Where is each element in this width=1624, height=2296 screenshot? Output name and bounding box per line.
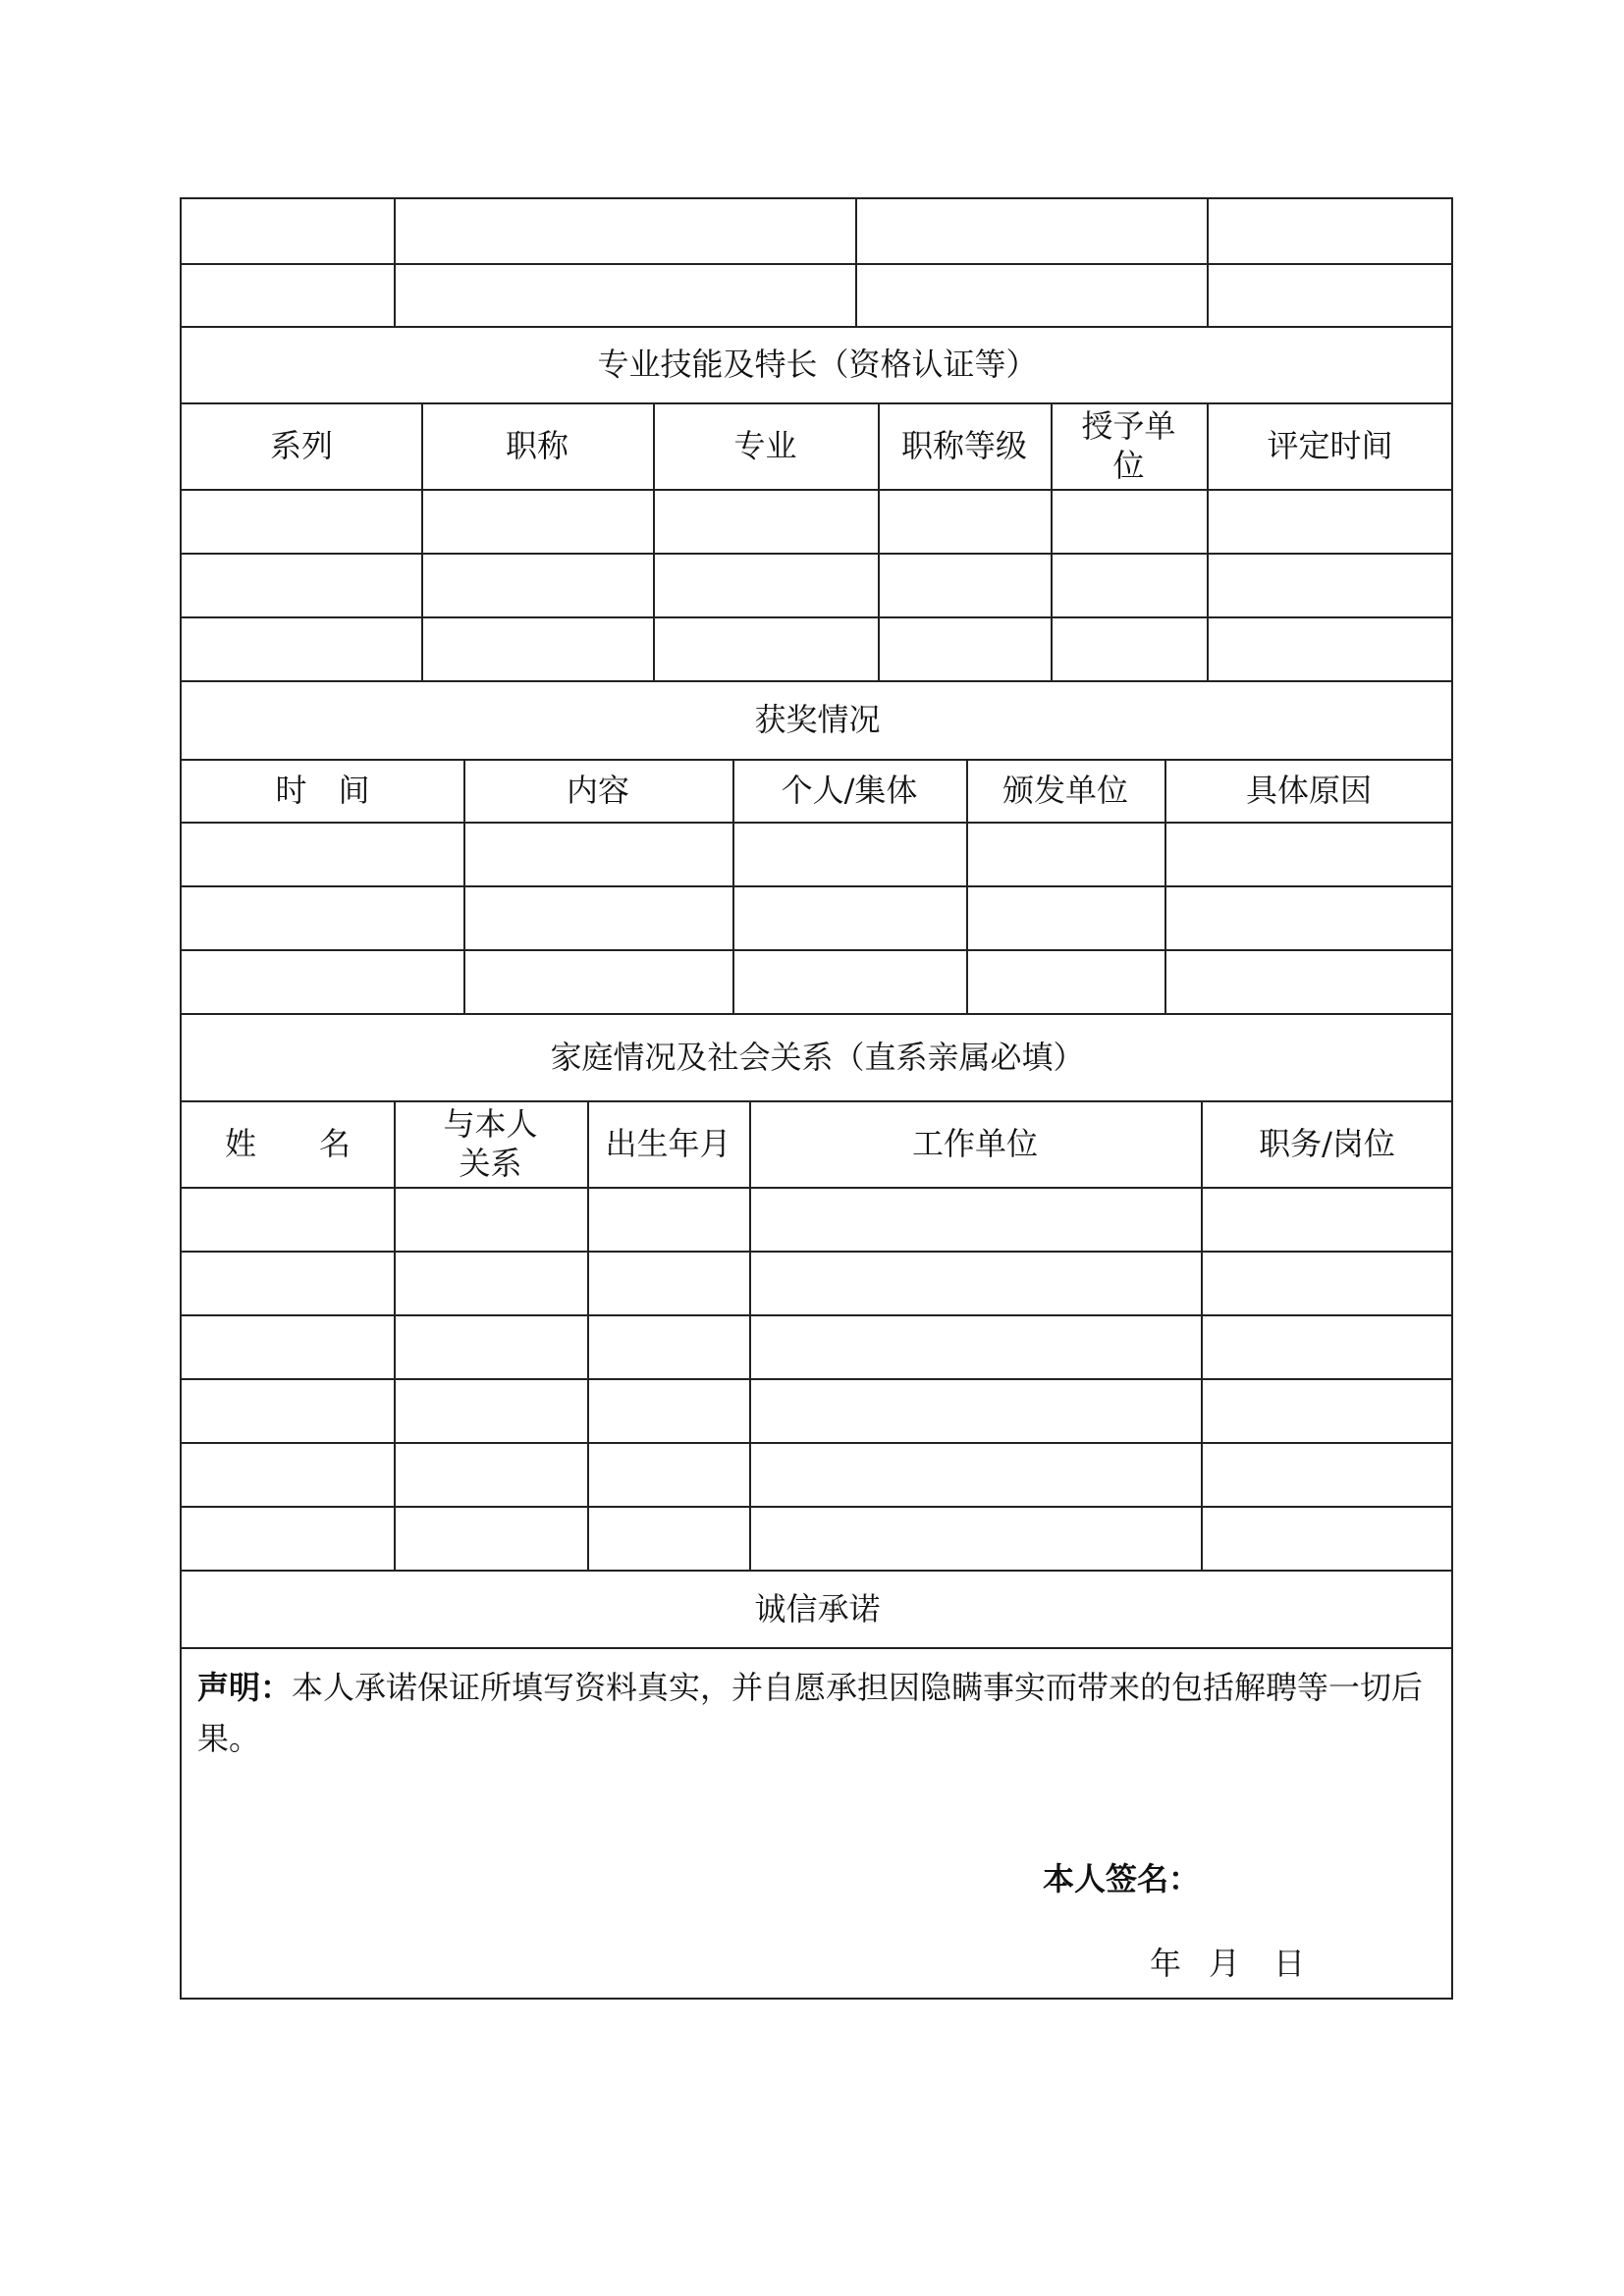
- col-divider: [463, 759, 465, 1013]
- form-cell[interactable]: [394, 263, 855, 326]
- family-header-relation: 与本人 关系: [443, 1105, 538, 1182]
- col-divider: [1051, 402, 1053, 680]
- row-divider: [182, 616, 1451, 618]
- row-divider: [182, 949, 1451, 951]
- row-divider: [182, 1442, 1451, 1444]
- awards-header-content: 内容: [566, 772, 629, 809]
- col-divider: [653, 402, 655, 680]
- row-divider: [182, 1506, 1451, 1508]
- form-cell[interactable]: [182, 199, 394, 263]
- row-divider: [182, 553, 1451, 555]
- col-divider: [966, 759, 968, 1013]
- form-cell[interactable]: [1207, 263, 1453, 326]
- col-divider: [394, 1100, 396, 1570]
- awards-section-title: 获奖情况: [754, 701, 881, 738]
- form-frame: [180, 197, 1453, 2000]
- col-divider: [1207, 402, 1209, 680]
- skills-header-series: 系列: [269, 427, 333, 464]
- col-divider: [1164, 759, 1166, 1013]
- row-divider: [182, 1187, 1451, 1189]
- form-cell[interactable]: [1207, 199, 1453, 263]
- declaration-text: 本人承诺保证所填写资料真实，并自愿承担因隐瞒事实而带来的包括解聘等一切后果。: [197, 1669, 1424, 1757]
- family-header-birth: 出生年月: [605, 1125, 731, 1162]
- signature-field[interactable]: [1203, 1844, 1438, 1899]
- date-year: 年: [1150, 1945, 1182, 1982]
- row-divider: [182, 1251, 1451, 1253]
- skills-section-title: 专业技能及特长（资格认证等）: [597, 346, 1038, 383]
- family-header-position: 职务/岗位: [1259, 1125, 1395, 1162]
- row-divider: [182, 1314, 1451, 1316]
- col-divider: [587, 1100, 589, 1570]
- family-section-title: 家庭情况及社会关系（直系亲属必填）: [550, 1038, 1085, 1076]
- awards-header-time: 时 间: [275, 772, 370, 809]
- row-divider: [182, 489, 1451, 491]
- form-cell[interactable]: [855, 263, 1207, 326]
- awards-header-type: 个人/集体: [781, 772, 918, 809]
- date-day: 日: [1273, 1945, 1306, 1982]
- col-divider: [749, 1100, 751, 1570]
- declaration-label: 声明：: [197, 1669, 293, 1706]
- row-divider: [182, 1378, 1451, 1380]
- integrity-section-title: 诚信承诺: [754, 1589, 881, 1628]
- family-header-name: 姓 名: [224, 1125, 351, 1162]
- awards-header-reason: 具体原因: [1245, 772, 1372, 809]
- col-divider: [878, 402, 880, 680]
- skills-header-major: 专业: [733, 427, 797, 464]
- form-cell[interactable]: [394, 199, 855, 263]
- skills-header-issuer: 授予单 位: [1081, 407, 1176, 484]
- col-divider: [732, 759, 734, 1013]
- signature-label: 本人签名：: [1043, 1860, 1201, 1897]
- skills-header-date: 评定时间: [1267, 427, 1393, 464]
- row-divider: [182, 1647, 1451, 1649]
- date-month: 月: [1209, 1945, 1241, 1982]
- family-header-employer: 工作单位: [911, 1125, 1038, 1162]
- col-divider: [1201, 1100, 1203, 1570]
- integrity-declaration: [197, 1662, 1437, 1764]
- form-cell[interactable]: [182, 263, 394, 326]
- col-divider: [421, 402, 423, 680]
- form-cell[interactable]: [855, 199, 1207, 263]
- row-divider: [182, 885, 1451, 887]
- skills-header-title: 职称: [505, 427, 568, 464]
- skills-header-level: 职称等级: [900, 427, 1027, 464]
- row-divider: [182, 822, 1451, 824]
- awards-header-issuer: 颁发单位: [1001, 772, 1128, 809]
